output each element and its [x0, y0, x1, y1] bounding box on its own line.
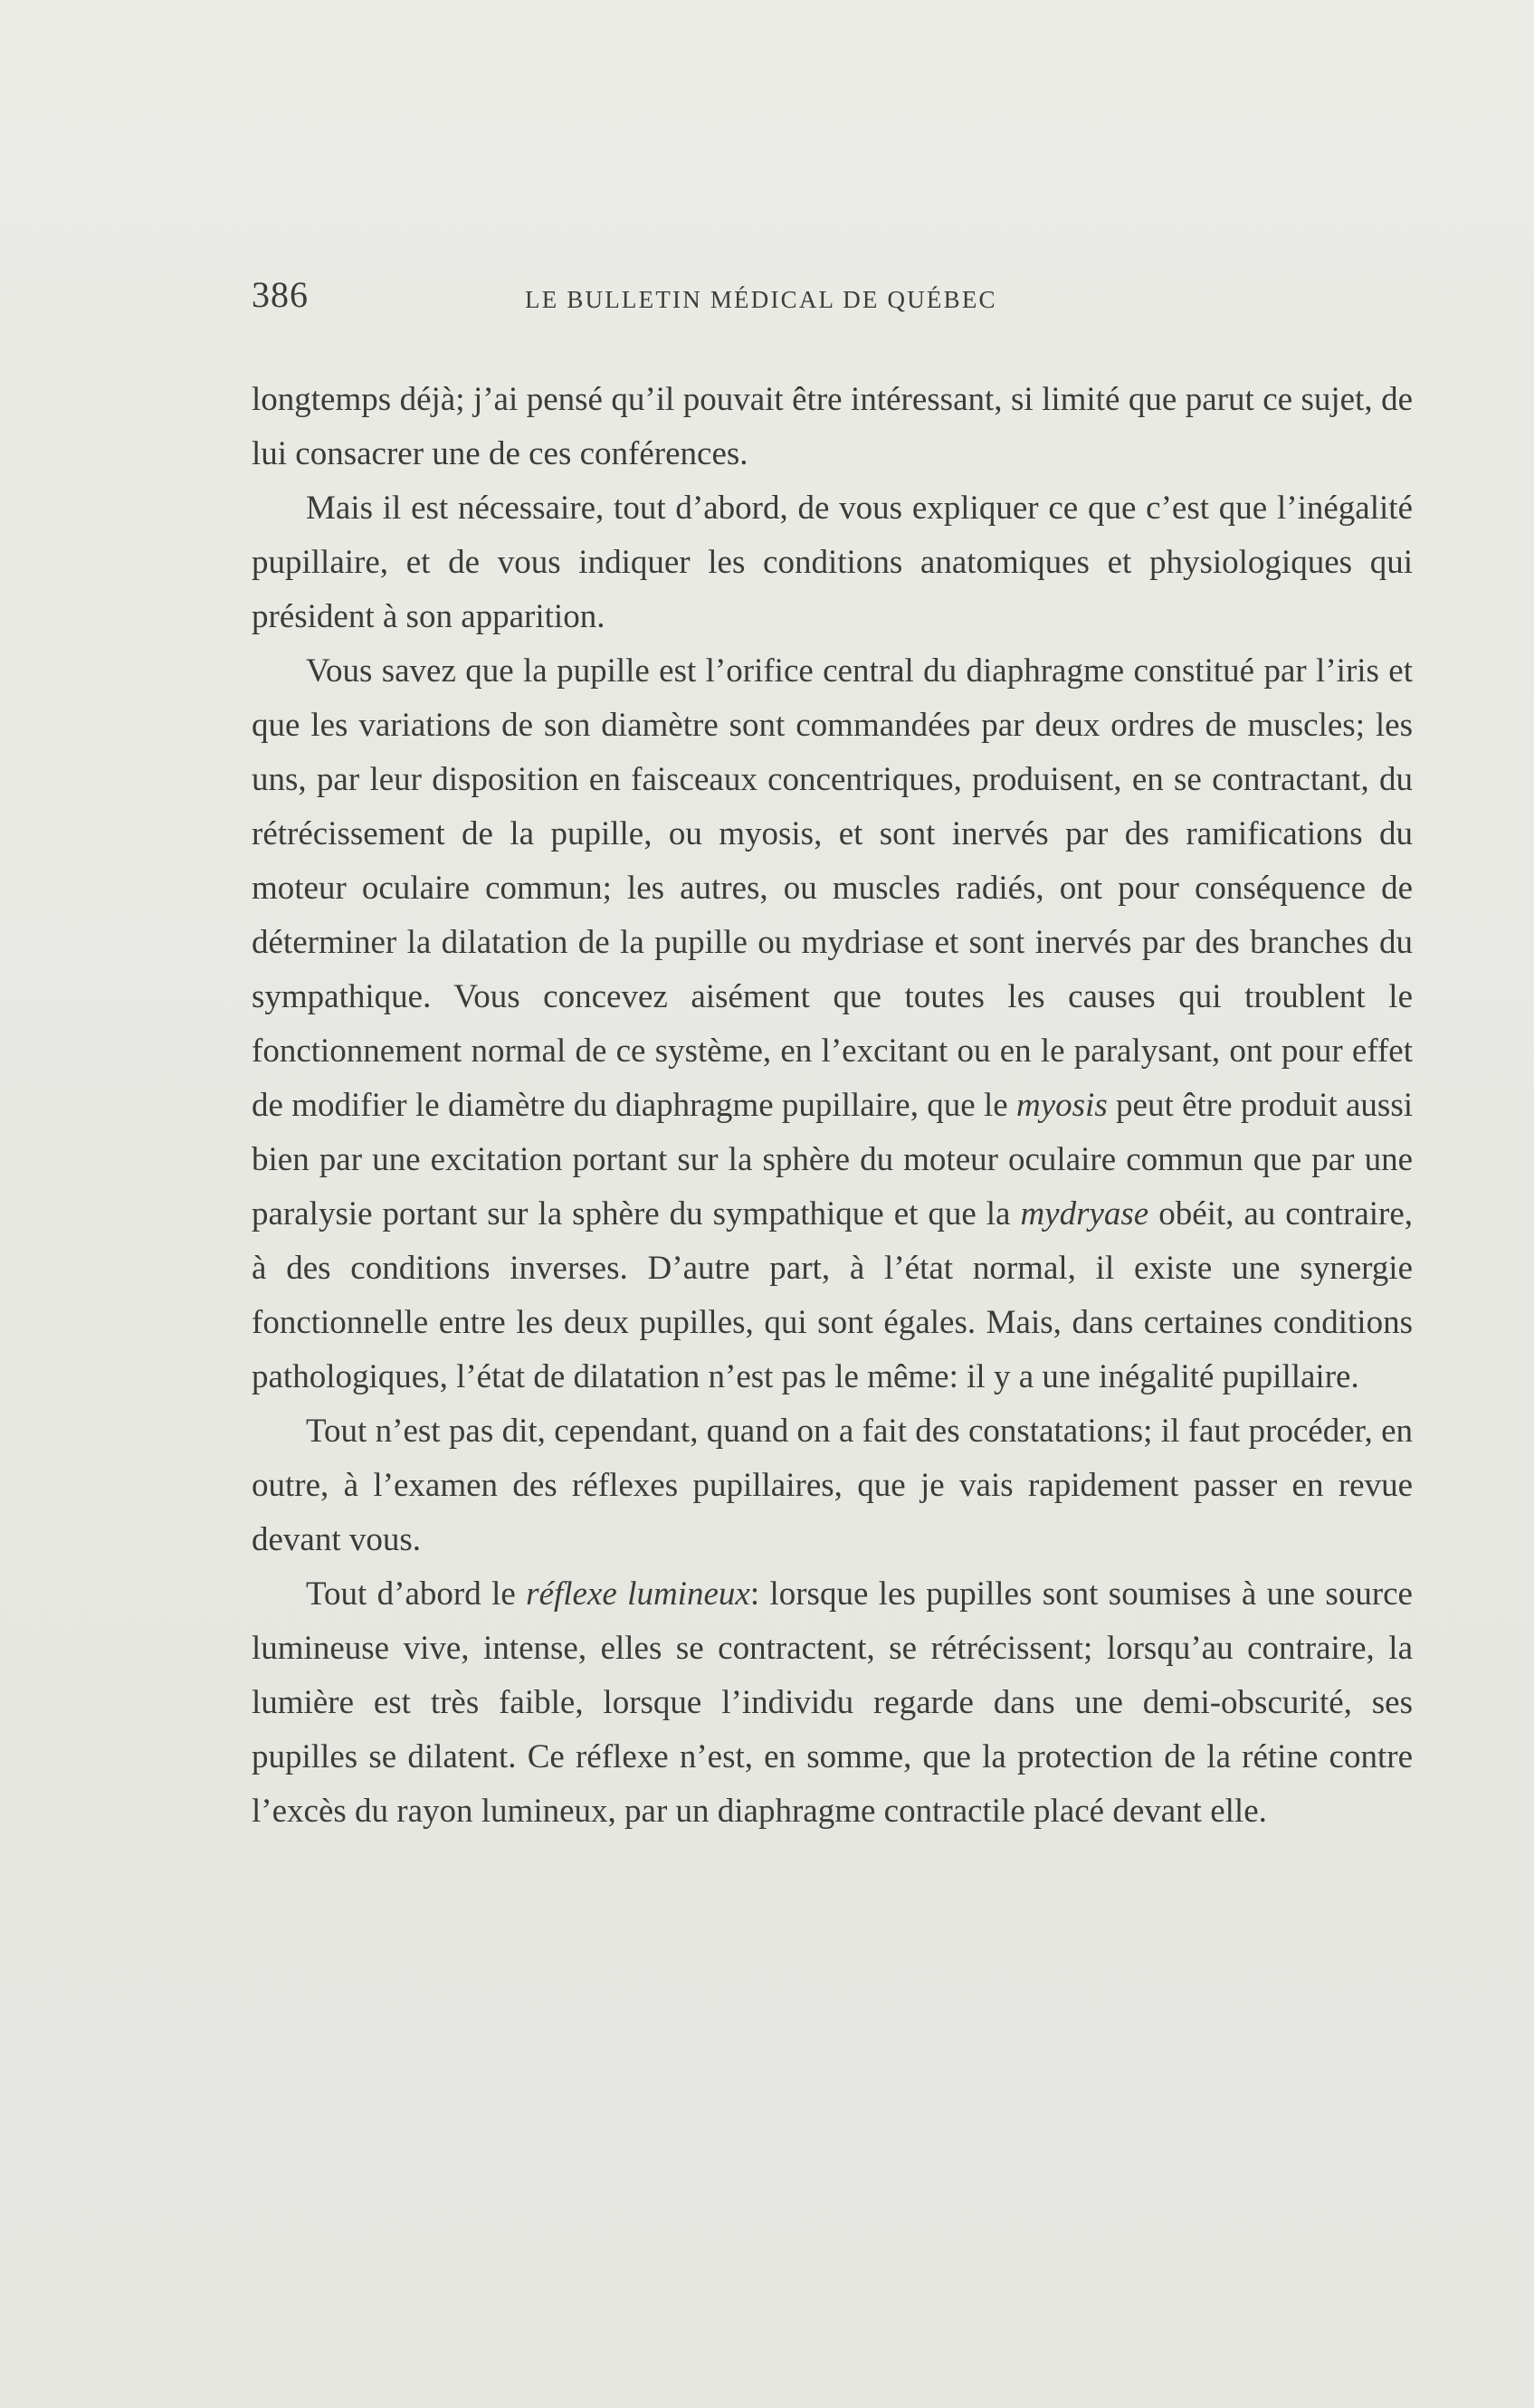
italic-term: myosis [1016, 1087, 1108, 1124]
paragraph [252, 1567, 1413, 1839]
text-run: longtemps déjà; j’ai pensé qu’il pouvait être intéressant, si limité que parut ce sujet, de lui consacrer une de ces conférences. [252, 381, 1413, 472]
text-run: obéit, au contraire, à des conditions inverses. D’autre part, à l’état normal, il existe une synergie fonctionnelle entre les deux pupilles, qui sont égales. Mais, dans certaines conditions pathologiques, l’état de dilatation n’est pas le même: il y a une inégalité pupillaire. [252, 1195, 1414, 1395]
italic-term: mydryase [1020, 1195, 1149, 1233]
paragraph [252, 1404, 1413, 1567]
text-run: : lorsque les pupilles sont soumises à une source lumineuse vive, intense, elles se contractent, se rétrécissent; lorsqu’au contraire, la lumière est très faible, lorsque l’individu regarde dans une demi-obscurité, ses pupilles se dilatent. Ce réflexe n’est, en somme, que la protection de la rétine contre l’excès du rayon lumineux, par un diaphragme contractile placé devant elle. [252, 1575, 1413, 1830]
text-run: Mais il est nécessaire, tout d’abord, de vous expliquer ce que c’est que l’inégalité pupillaire, et de vous indiquer les conditions anatomiques et physiologiques qui président à son apparition. [252, 490, 1413, 635]
text-run: peut être produit aussi bien par une excitation portant sur la sphère du moteur oculaire commun que par une paralysie portant sur la sphère du sympathique et que la [252, 1087, 1413, 1233]
text-run: Tout n’est pas dit, cependant, quand on a fait des constatations; il faut procéder, en outre, à l’examen des réflexes pupillaires, que je vais rapidement passer en revue devant vous. [252, 1413, 1413, 1558]
page-number: 386 [252, 274, 309, 315]
paragraph [252, 373, 1413, 481]
text-run: Tout d’abord le [306, 1575, 527, 1613]
running-head [252, 273, 1410, 328]
journal-title: LE BULLETIN MÉDICAL DE QUÉBEC [525, 286, 997, 313]
paragraph [252, 644, 1413, 1404]
paragraph [252, 481, 1413, 644]
italic-term: réflexe lumineux [526, 1575, 750, 1613]
text-run: Vous savez que la pupille est l’orifice central du diaphragme constitué par l’iris et que les variations de son diamètre sont commandées par deux ordres de muscles; les uns, par leur disposition en faisceaux concentriques, produisent, en se contractant, du rétrécissement de la pupille, ou myosis, et sont inervés par des ramifications du moteur oculaire commun; les autres, ou muscles radiés, ont pour conséquence de déterminer la dilatation de la pupille ou mydriase et sont inervés par des branches du sympathique. Vous concevez aisément que toutes les causes qui troublent le fonctionnement normal de ce système, en l’excitant ou en le paralysant, ont pour effet de modifier le diamètre du diaphragme pupillaire, que le [252, 652, 1413, 1124]
body-text [252, 373, 1413, 1839]
